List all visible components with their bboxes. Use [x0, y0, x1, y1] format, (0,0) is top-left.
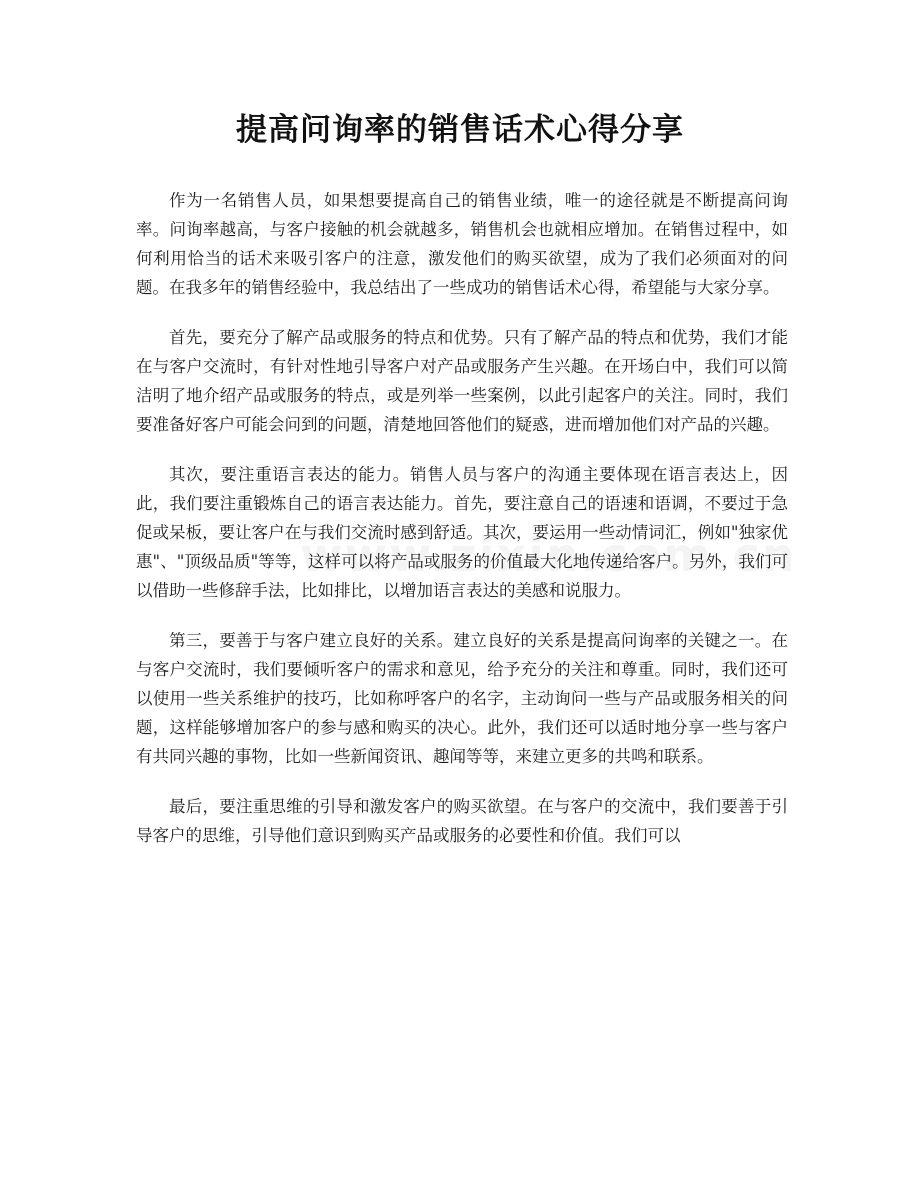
paragraph-third: 第三，要善于与客户建立良好的关系。建立良好的关系是提高问询率的关键之一。在与客户交流时，我们要倾听客户的需求和意见，给予充分的关注和尊重。同时，我们还可以使用一些关系维护的技巧，比如称呼客户的名字，主动询问一些与产品或服务相关的问题，这样能够增加客户的参与感和购买的决心。此外，我们还可以适时地分享一些与客户有共同兴趣的事物，比如一些新闻资讯、趣闻等等，来建立更多的共鸣和联系。	[136, 631, 788, 766]
paragraph-last: 最后，要注重思维的引导和激发客户的购买欲望。在与客户的交流中，我们要善于引导客户的思维，引导他们意识到购买产品或服务的必要性和价值。我们可以	[136, 797, 788, 845]
document-title: 提高问询率的销售话术心得分享	[236, 112, 684, 148]
paragraph-intro: 作为一名销售人员，如果想要提高自己的销售业绩，唯一的途径就是不断提高问询率。问询率越高，与客户接触的机会就越多，销售机会也就相应增加。在销售过程中，如何利用恰当的话术来吸引客户的注意，激发他们的购买欲望，成为了我们必须面对的问题。在我多年的销售经验中，我总结出了一些成功的销售话术心得，希望能与大家分享。	[136, 191, 788, 297]
paragraph-first: 首先，要充分了解产品或服务的特点和优势。只有了解产品的特点和优势，我们才能在与客户交流时，有针对性地引导客户对产品或服务产生兴趣。在开场白中，我们可以简洁明了地介绍产品或服务的特点，或是列举一些案例，以此引起客户的关注。同时，我们要准备好客户可能会问到的问题，清楚地回答他们的疑惑，进而增加他们对产品的兴趣。	[136, 328, 788, 434]
document-body	[136, 186, 788, 871]
paragraph-second: 其次，要注重语言表达的能力。销售人员与客户的沟通主要体现在语言表达上，因此，我们要注重锻炼自己的语言表达能力。首先，要注意自己的语速和语调，不要过于急促或呆板，要让客户在与我们交流时感到舒适。其次，要运用一些动情词汇，例如"独家优惠"、"顶级品质"等等，这样可以将产品或服务的价值最大化地传递给客户。另外，我们可以借助一些修辞手法，比如排比，以增加语言表达的美感和说服力。	[136, 465, 788, 600]
